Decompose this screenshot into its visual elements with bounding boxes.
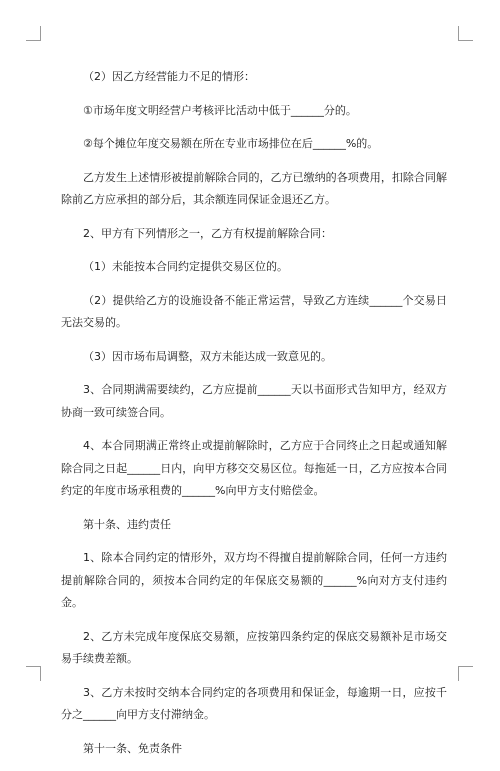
section-heading: 第十条、违约责任 (83, 517, 171, 531)
paragraph: ①市场年度文明经营户考核评比活动中低于______分的。 (83, 103, 357, 117)
document-page (61, 66, 447, 771)
crop-mark-bottom-left (26, 666, 41, 681)
crop-mark-top-right (458, 26, 473, 41)
crop-mark-bottom-right (458, 666, 473, 681)
paragraph: （2）因乙方经营能力不足的情形： (83, 70, 255, 83)
crop-mark-top-left (26, 26, 41, 41)
paragraph: 2、乙方未完成年度保底交易额，应按第四条约定的保底交易额补足市场交易手续费差额。 (61, 629, 447, 665)
paragraph: （2）提供给乙方的设施设备不能正常运营，导致乙方连续______个交易日无法交易的。 (61, 293, 447, 329)
paragraph: 1、除本合同约定的情形外，双方均不得擅自提前解除合同，任何一方违约提前解除合同的，须按本合同约定的年保底交易额的______%向对方支付违约金。 (61, 551, 447, 609)
paragraph: 3、合同期满需要续约，乙方应提前______天以书面形式告知甲方，经双方协商一致可续签合同。 (61, 383, 447, 419)
section-heading: 第十一条、免责条件 (83, 741, 182, 755)
paragraph: （3）因市场布局调整，双方未能达成一致意见的。 (83, 349, 332, 363)
paragraph: 4、本合同期满正常终止或提前解除时，乙方应于合同终止之日起或通知解除合同之日起______日内，向甲方移交交易区位。每拖延一日，乙方应按本合同约定的年度市场承租费的______%向甲方支付赔偿金。 (61, 439, 447, 497)
paragraph: 3、乙方未按时交纳本合同约定的各项费用和保证金，每逾期一日，应按千分之______向甲方支付滞纳金。 (61, 685, 447, 721)
paragraph: ②每个摊位年度交易额在所在专业市场排位在后______%的。 (83, 137, 379, 150)
paragraph: 乙方发生上述情形被提前解除合同的，乙方已缴纳的各项费用，扣除合同解除前乙方应承担的部分后，其余额连同保证金退还乙方。 (61, 170, 447, 206)
paragraph: 2、甲方有下列情形之一，乙方有权提前解除合同： (83, 226, 332, 240)
paragraph: （1）未能按本合同约定提供交易区位的。 (83, 260, 288, 273)
